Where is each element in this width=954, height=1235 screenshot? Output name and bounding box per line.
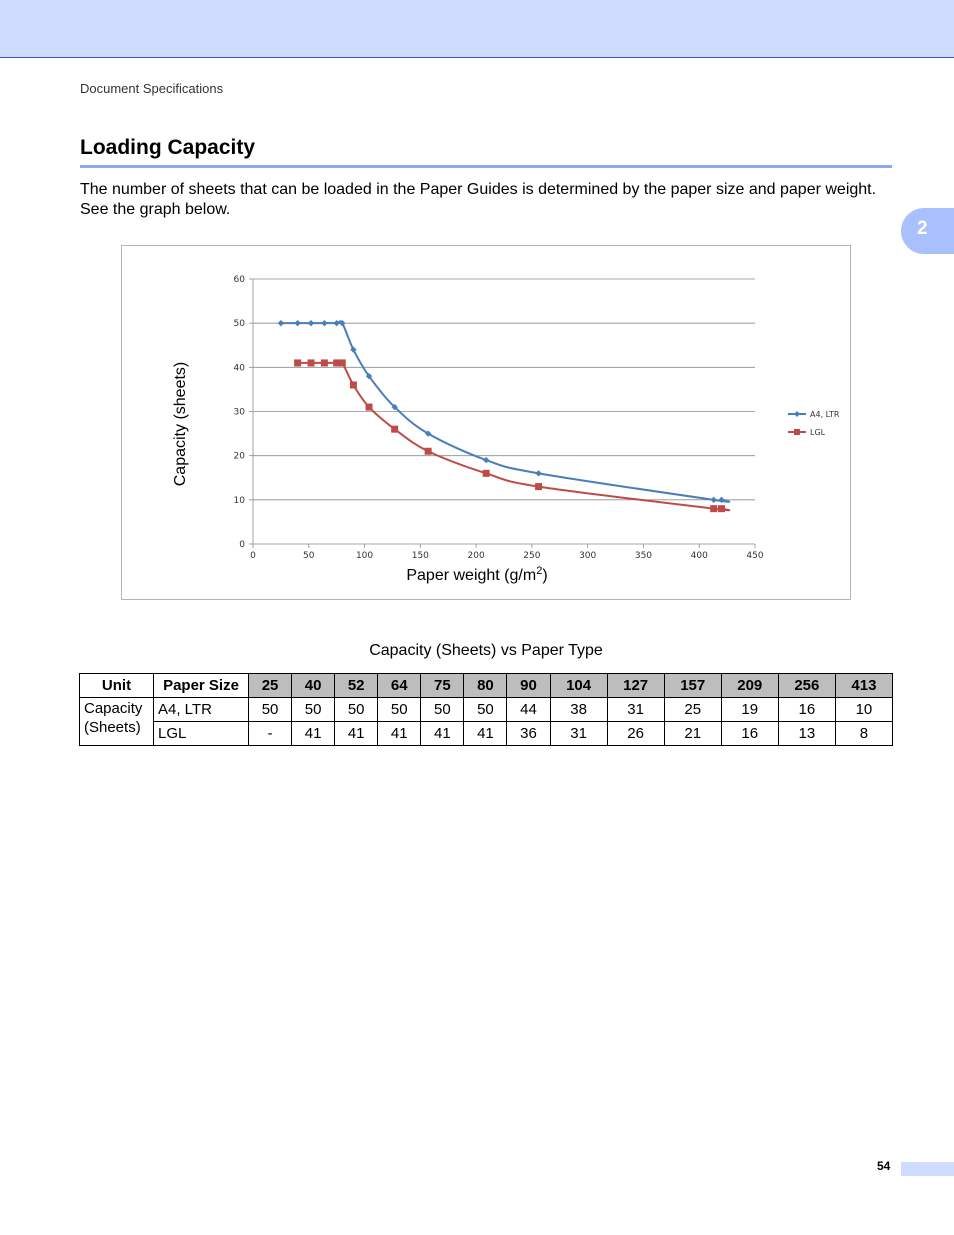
x-tick-label: 400: [690, 551, 708, 561]
unit-cell: [80, 698, 154, 746]
capacity-value-cell: 19: [721, 698, 778, 722]
y-axis-label: Capacity (sheets): [172, 361, 189, 487]
capacity-value-cell: 50: [378, 698, 421, 722]
x-axis-label-superscript: 2: [536, 565, 543, 577]
capacity-value-cell: 50: [249, 698, 292, 722]
x-tick-label: 0: [250, 551, 256, 561]
y-tick-label: 40: [233, 363, 245, 374]
page-number: 54: [877, 1159, 891, 1173]
header-weight: 52: [335, 674, 378, 698]
data-point-square: [308, 359, 315, 366]
paper-size-cell: A4, LTR: [154, 698, 249, 722]
capacity-value-cell: 44: [507, 698, 550, 722]
capacity-table: [79, 673, 893, 746]
header-weight: 25: [249, 674, 292, 698]
x-axis-label: [406, 565, 547, 584]
x-tick-label: 100: [355, 551, 374, 561]
header-weight: 75: [421, 674, 464, 698]
y-tick-label: 30: [233, 407, 245, 418]
y-tick-label: 10: [233, 495, 245, 506]
data-point-square: [483, 470, 490, 477]
capacity-value-cell: 13: [778, 722, 835, 746]
header-weight: 64: [378, 674, 421, 698]
chart-series: [278, 320, 730, 512]
data-point-diamond: [321, 320, 327, 326]
legend-marker-square: [794, 429, 800, 435]
x-tick-label: 200: [467, 551, 485, 561]
data-point-square: [710, 505, 717, 512]
x-tick-label: 50: [303, 551, 315, 561]
capacity-value-cell: 50: [335, 698, 378, 722]
data-point-square: [294, 359, 301, 366]
chart-axes: [234, 275, 764, 561]
capacity-value-cell: 41: [421, 722, 464, 746]
header-paper-size: Paper Size: [154, 674, 249, 698]
capacity-value-cell: 8: [835, 722, 892, 746]
title-rule: [80, 165, 892, 168]
header-weight: 157: [664, 674, 721, 698]
legend-label-1: LGL: [810, 428, 826, 437]
legend-label-0: A4, LTR: [810, 410, 840, 419]
capacity-value-cell: 25: [664, 698, 721, 722]
capacity-value-cell: 16: [778, 698, 835, 722]
x-axis-label-main: Paper weight (g/m: [406, 567, 537, 584]
header-weight: 80: [464, 674, 507, 698]
capacity-value-cell: 41: [378, 722, 421, 746]
table-header-row: [80, 674, 893, 698]
unit-line-2: (Sheets): [84, 719, 141, 736]
capacity-value-cell: 21: [664, 722, 721, 746]
header-weight: 40: [292, 674, 335, 698]
x-tick-label: 150: [411, 551, 429, 561]
data-point-square: [535, 483, 542, 490]
running-head: Document Specifications: [80, 81, 224, 96]
capacity-value-cell: 26: [607, 722, 664, 746]
section-title: Loading Capacity: [80, 136, 256, 159]
header-weight: 127: [607, 674, 664, 698]
data-point-square: [321, 359, 328, 366]
capacity-value-cell: 50: [421, 698, 464, 722]
data-point-diamond: [483, 457, 489, 463]
capacity-value-cell: 41: [292, 722, 335, 746]
x-tick-label: 300: [579, 551, 597, 561]
header-unit: Unit: [80, 674, 154, 698]
data-point-square: [391, 426, 398, 433]
header-weight: 90: [507, 674, 550, 698]
paper-size-cell: LGL: [154, 722, 249, 746]
x-tick-label: 350: [634, 551, 653, 561]
legend-marker-diamond: [794, 411, 800, 417]
table-caption: Capacity (Sheets) vs Paper Type: [369, 642, 603, 659]
data-point-square: [366, 404, 373, 411]
unit-line-1: Capacity: [84, 700, 143, 717]
data-point-diamond: [711, 497, 717, 503]
table-row: [80, 722, 893, 746]
y-tick-label: 60: [233, 275, 245, 285]
data-point-square: [425, 448, 432, 455]
intro-paragraph: The number of sheets that can be loaded in the Paper Guides is determined by the paper size and paper weight. See the graph below.: [80, 181, 877, 218]
top-header-band: [0, 0, 954, 58]
capacity-value-cell: 10: [835, 698, 892, 722]
data-point-square: [339, 359, 346, 366]
capacity-value-cell: 41: [335, 722, 378, 746]
chart-legend: [788, 410, 840, 437]
chapter-tab-number: 2: [917, 218, 928, 239]
x-tick-label: 250: [523, 551, 541, 561]
chapter-tab[interactable]: [901, 208, 954, 254]
capacity-value-cell: 36: [507, 722, 550, 746]
header-weight: 104: [550, 674, 607, 698]
capacity-value-cell: 50: [292, 698, 335, 722]
capacity-chart-svg: [122, 246, 852, 601]
y-tick-label: 50: [233, 319, 245, 330]
capacity-value-cell: 50: [464, 698, 507, 722]
x-tick-label: 450: [746, 551, 764, 561]
table-row: [80, 698, 893, 722]
capacity-value-cell: 38: [550, 698, 607, 722]
data-point-diamond: [535, 470, 541, 476]
data-point-square: [350, 382, 357, 389]
y-tick-label: 0: [239, 540, 245, 550]
x-axis-label-end: ): [542, 567, 548, 584]
page-number-tab: [901, 1162, 954, 1176]
capacity-chart: [121, 245, 851, 600]
y-tick-label: 20: [233, 451, 245, 462]
data-point-square: [718, 505, 725, 512]
header-weight: 256: [778, 674, 835, 698]
capacity-value-cell: 31: [607, 698, 664, 722]
capacity-value-cell: 41: [464, 722, 507, 746]
capacity-value-cell: 31: [550, 722, 607, 746]
series-line-1: [298, 361, 730, 510]
data-point-diamond: [278, 320, 284, 326]
capacity-value-cell: -: [249, 722, 292, 746]
data-point-diamond: [294, 320, 300, 326]
header-weight: 209: [721, 674, 778, 698]
capacity-value-cell: 16: [721, 722, 778, 746]
data-point-diamond: [308, 320, 314, 326]
header-weight: 413: [835, 674, 892, 698]
